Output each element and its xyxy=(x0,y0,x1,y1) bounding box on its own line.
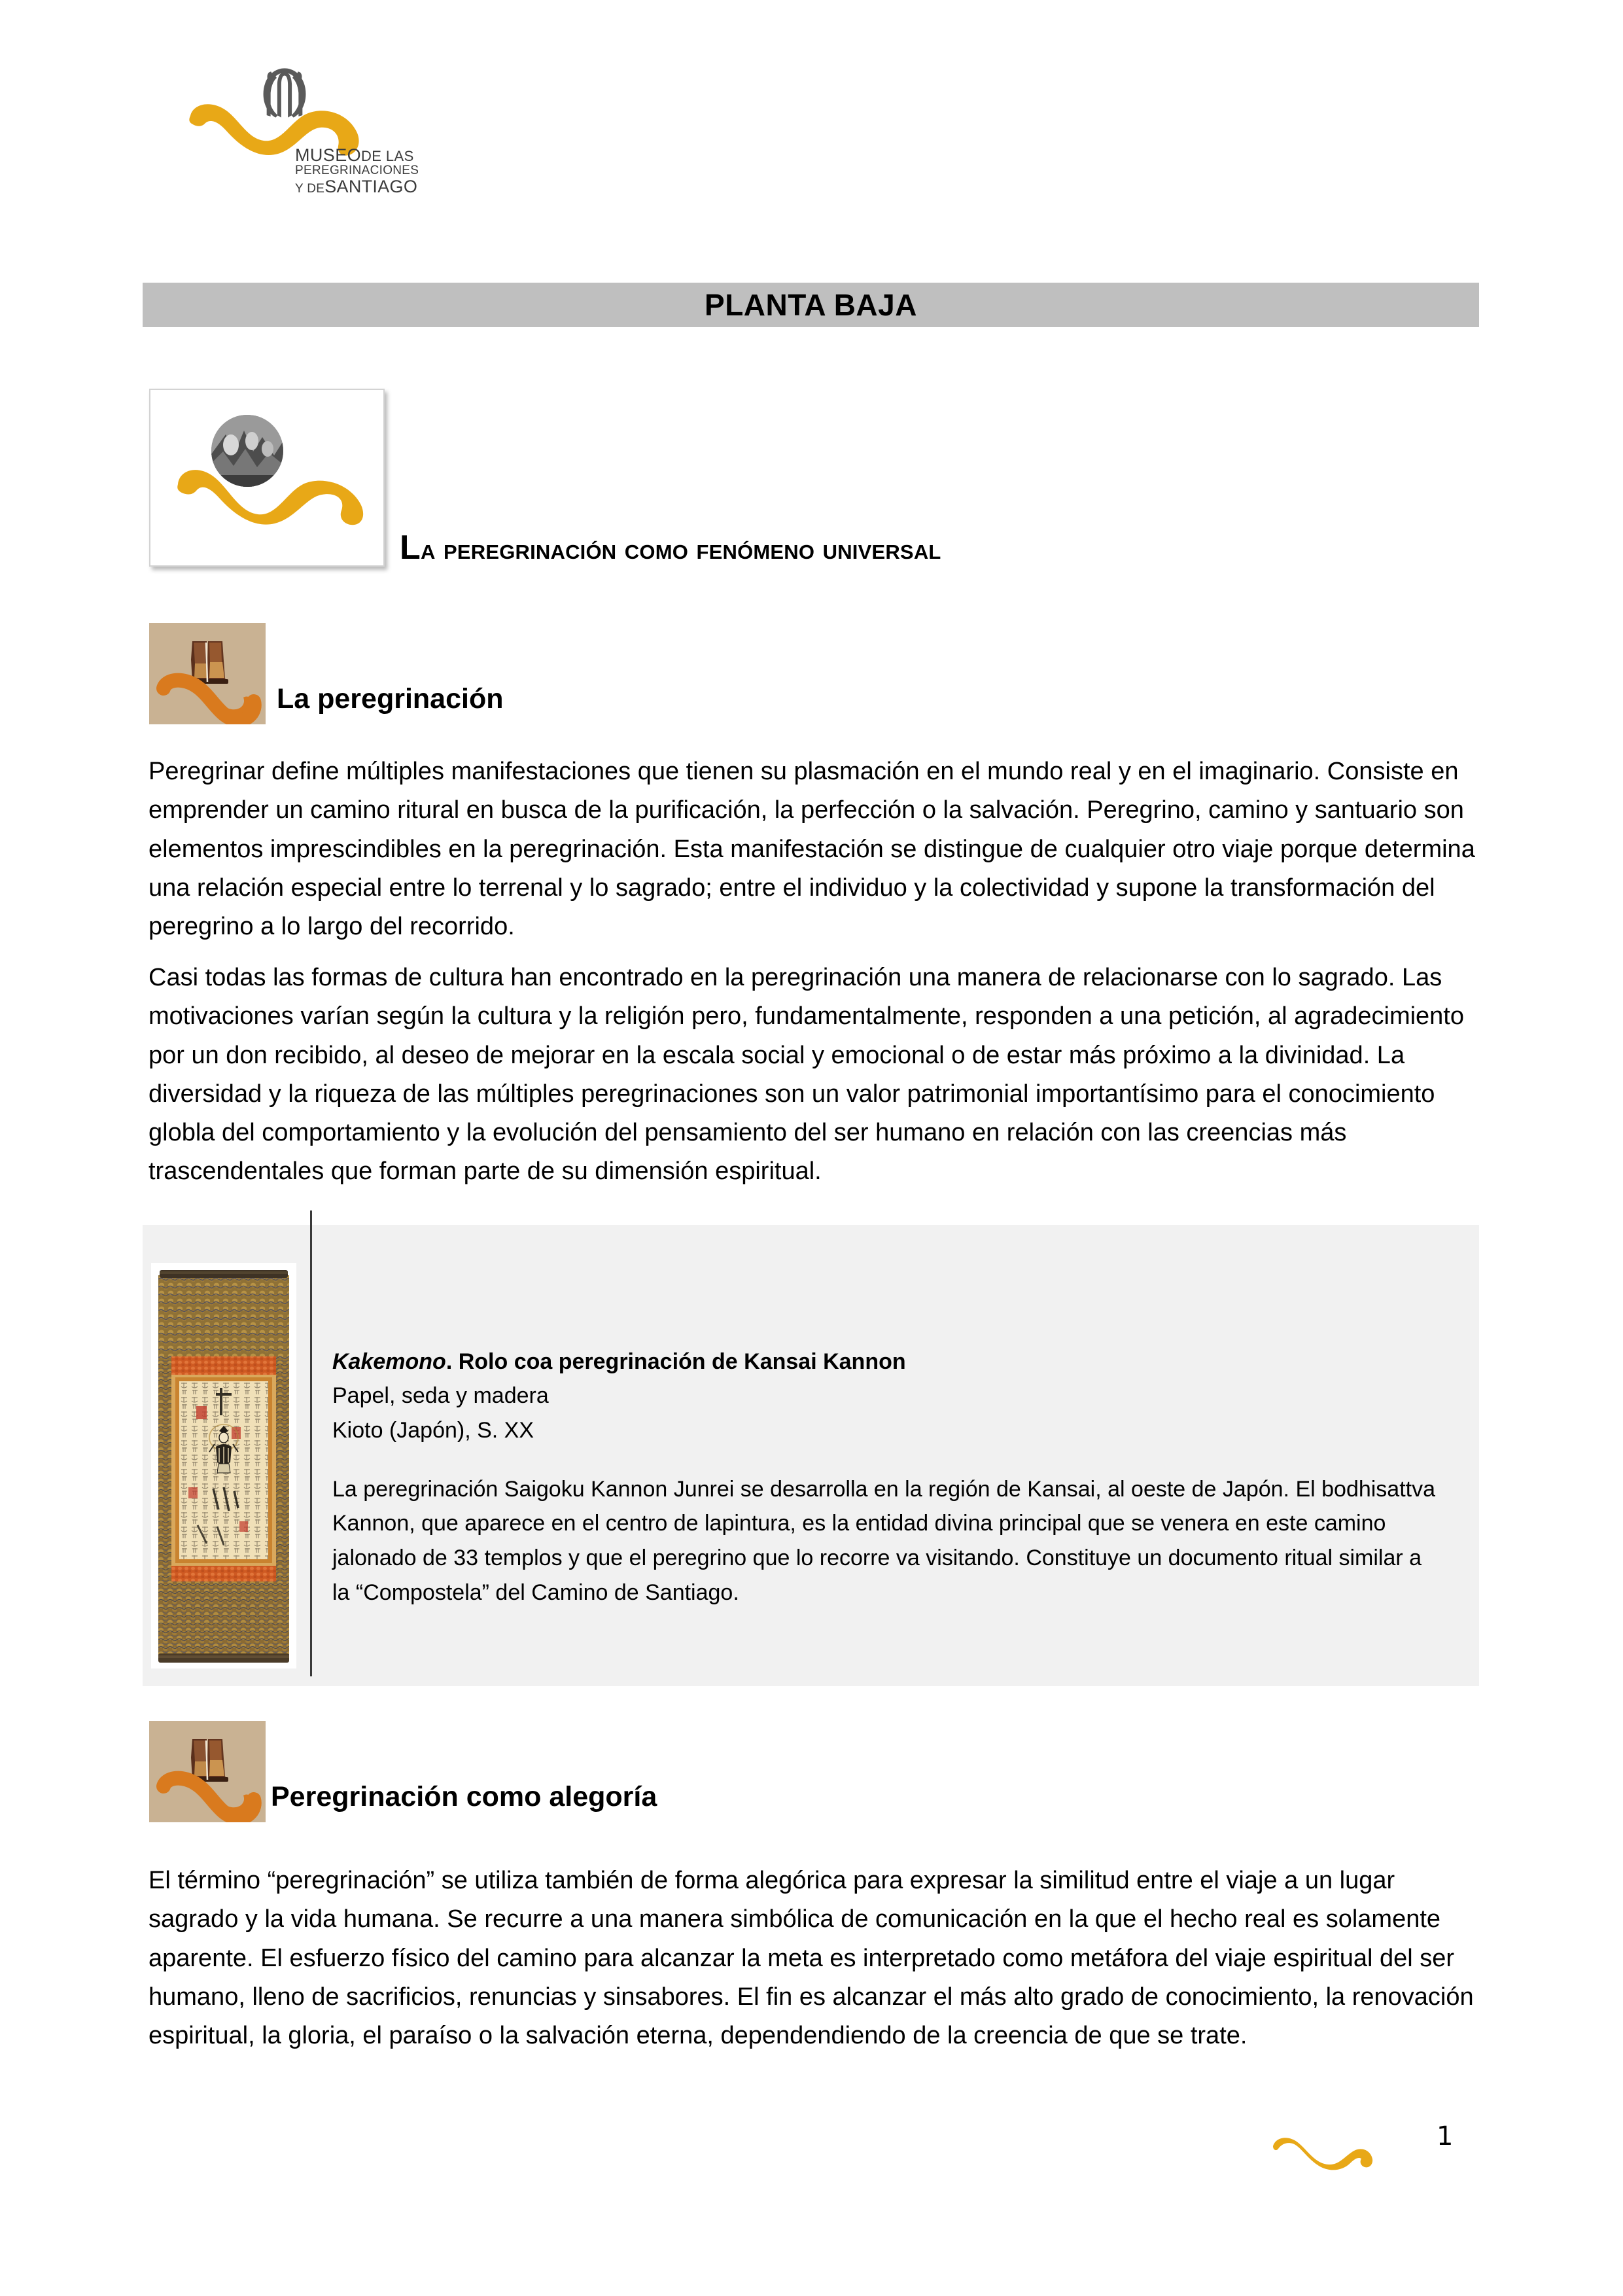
boots-icon xyxy=(149,623,266,724)
planta-baja-banner xyxy=(143,283,1479,327)
subsection-heading-la-peregrinacion xyxy=(143,623,1479,728)
section-title-initial: L xyxy=(400,529,421,567)
yellow-wave-brushstroke-icon xyxy=(1269,2132,1374,2172)
caption-origin: Kioto (Japón), S. XX xyxy=(332,1417,534,1443)
logo-delas: DE LAS xyxy=(361,148,414,164)
object-caption-box xyxy=(143,1225,1479,1686)
yellow-wave-brushstroke-icon xyxy=(175,455,365,527)
caption-title xyxy=(332,1346,1444,1377)
paragraph-2: Casi todas las formas de cultura han encontrado en la peregrinación una manera de relacionarse con lo sagrado. Las motivaciones varían según la cultura y la religión pero, fundamentalmente, responden a una petición, al agradecimiento por un don recibido, al deseo de mejorar en la escala social y emocional o de estar más próximo a la divinidad. La diversidad y la riqueza de las múltiples peregrinaciones son un valor patrimonial importantísimo para el conocimiento globla del comportamiento y la evolución del pensamiento del ser humano en relación con las creencias más trascendentales que forman parte de su dimensión espiritual. xyxy=(148,964,1464,1186)
section-header xyxy=(143,387,1479,577)
boots-icon xyxy=(149,1721,266,1822)
section-thumbnail-frame xyxy=(149,389,385,567)
logo-museo: MUSEO xyxy=(295,145,362,165)
page-number: 1 xyxy=(1437,2121,1454,2151)
paragraph-block-1 xyxy=(148,752,1483,961)
logo-wordmark xyxy=(295,146,426,196)
subsection-title: La peregrinación xyxy=(277,683,504,715)
logo-yde: Y DE xyxy=(295,182,325,196)
banner-title: PLANTA BAJA xyxy=(705,288,917,322)
museum-logo xyxy=(186,62,422,213)
section-title-rest: a peregrinación como fenómeno universal xyxy=(420,533,941,565)
japanese-hanging-scroll-kakemono xyxy=(158,1266,289,1665)
section-title xyxy=(400,528,941,567)
caption-text-block xyxy=(332,1346,1444,1610)
subsection-heading-peregrinacion-como-alegoria xyxy=(143,1721,1479,1826)
paragraph-block-3 xyxy=(148,1862,1483,2070)
logo-santiago: SANTIAGO xyxy=(324,177,418,197)
caption-body: La peregrinación Saigoku Kannon Junrei se desarrolla en la región de Kansai, al oeste de Japón. El bodhisattva Kannon, que aparece en el centro de lapintura, es la entidad divina principal que se venera en este camino jalonado de 33 templos y que el peregrino que lo recorre va visitando. Constituye un documento ritual similar a la “Compostela” del Camino de Santiago. xyxy=(332,1476,1436,1605)
caption-title-italic: Kakemono xyxy=(332,1349,446,1374)
paragraph-block-2 xyxy=(148,959,1483,1206)
logo-peregrinaciones: PEREGRINACIONES xyxy=(295,164,419,178)
subsection-title: Peregrinación como alegoría xyxy=(271,1781,657,1812)
kakemono-image-container xyxy=(151,1263,296,1669)
caption-vertical-divider xyxy=(310,1210,312,1676)
paragraph-1: Peregrinar define múltiples manifestaciones que tienen su plasmación en el mundo real y en el imaginario. Consiste en emprender un camino ritural en busca de la purificación, la perfección o la salvación. Peregrino, camino y santuario son elementos imprescindibles en la peregrinación. Esta manifestación se distingue de cualquier otro viaje porque determina una relación especial entre lo terrenal y lo sagrado; entre el individuo y la colectividad y supone la transformación del peregrino a lo largo del recorrido. xyxy=(148,758,1475,941)
caption-material: Papel, seda y madera xyxy=(332,1383,549,1409)
paragraph-3: El término “peregrinación” se utiliza también de forma alegórica para expresar la similitud entre el viaje a un lugar sagrado y la vida humana. Se recurre a una manera simbólica de comunicación en la que el hecho real es solamente aparente. El esfuerzo físico del camino para alcanzar la meta es interpretado como metáfora del viaje espiritual del ser humano, lleno de sacrificios, renuncias y sinsabores. El fin es alcanzar el más alto grado de conocimiento, la renovación espiritual, la gloria, el paraíso o la salvación eterna, dependendiendo de la creencia de que se trate. xyxy=(148,1867,1474,2050)
caption-title-rest: . Rolo coa peregrinación de Kansai Kannon xyxy=(445,1349,906,1374)
